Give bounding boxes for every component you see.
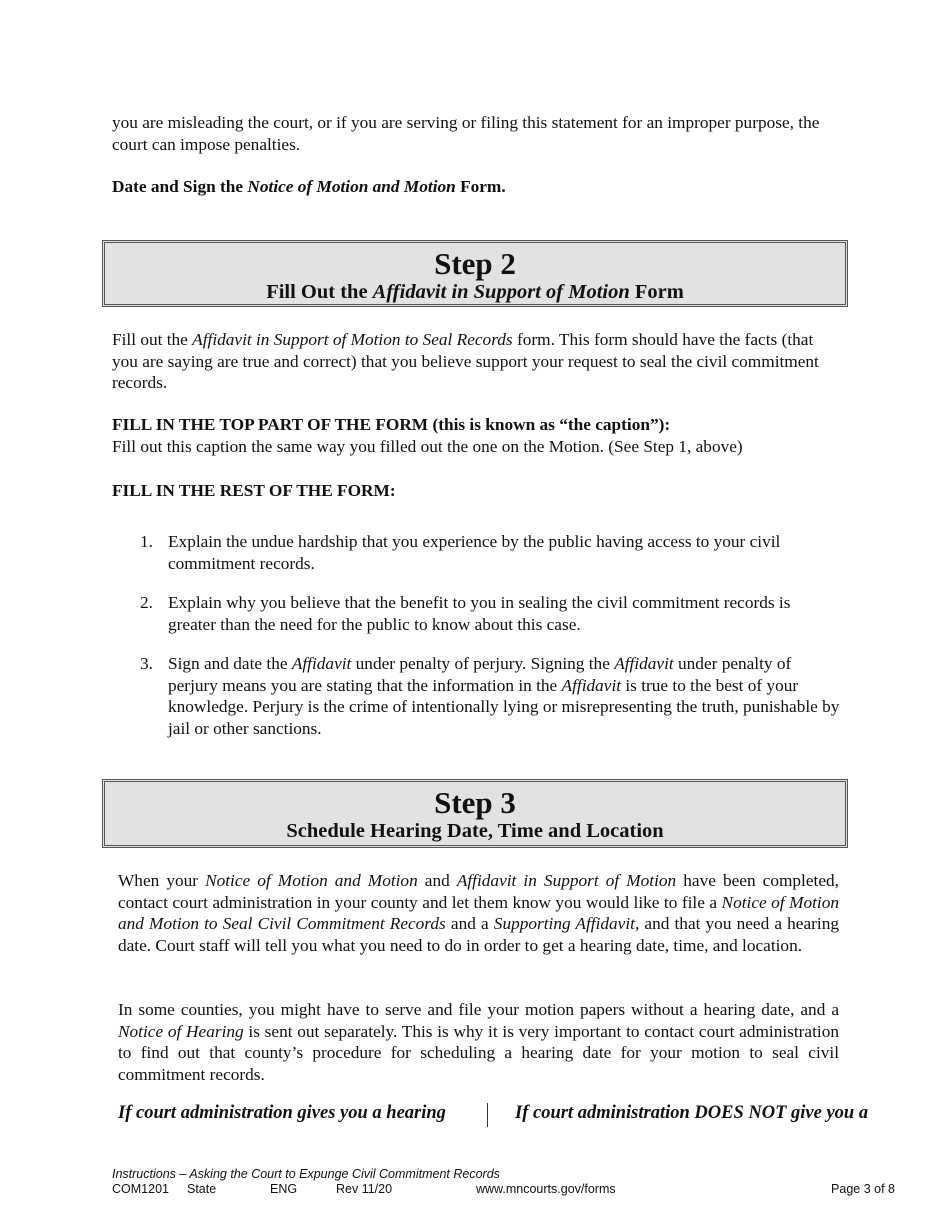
- caption-heading: FILL IN THE TOP PART OF THE FORM (this is known as “the caption”):: [112, 415, 671, 434]
- p1-italic-b: Affidavit in Support of Motion: [456, 871, 677, 890]
- list-item-number: 2.: [140, 593, 153, 612]
- list-item-number: 1.: [140, 532, 153, 551]
- item3-italic-c: Affidavit: [561, 675, 622, 695]
- item3-text-c: under penalty of perjury means you are stating that the information in the: [168, 654, 792, 695]
- step2-para-suffix: form. This form should have the facts (that you are saying are true and correct) that you believe support your request to seal the civil commitment records.: [112, 330, 819, 392]
- item3-text-d: is true to the best of your knowledge. Perjury is the crime of intentionally lying or misrepresenting the truth, punishable by jail or other sanctions.: [168, 675, 840, 738]
- p1-italic-a: Notice of Motion and Motion: [205, 871, 418, 890]
- step3-paragraph-2: [118, 999, 839, 1085]
- p1-text-d: and a: [445, 914, 494, 933]
- list-item-number: 3.: [140, 654, 153, 673]
- sign-prefix: Date and Sign the: [112, 177, 248, 196]
- p2-text-a: In some counties, you might have to serve and file your motion papers without a hearing date, and a: [118, 1000, 839, 1019]
- rest-heading: FILL IN THE REST OF THE FORM:: [112, 481, 396, 500]
- instruction-list: [112, 531, 842, 757]
- step3-header-box: [102, 779, 848, 848]
- sign-suffix: Form.: [455, 177, 506, 196]
- p1-text-b: and: [417, 871, 457, 890]
- step2-subtitle-suffix: Form: [629, 281, 684, 303]
- right-column-heading: If court administration DOES NOT give you a: [515, 1103, 869, 1123]
- sign-form-name: Notice of Motion and Motion: [247, 177, 456, 196]
- footer-level: State: [187, 1182, 217, 1196]
- step2-para-prefix: Fill out the: [112, 330, 193, 349]
- p2-italic-a: Notice of Hearing: [118, 1021, 244, 1041]
- item3-italic-b: Affidavit: [614, 654, 674, 673]
- p1-italic-c: Notice of Motion and Motion to Seal Civil Commitment Records: [118, 892, 839, 933]
- item3-italic-a: Affidavit: [291, 654, 352, 673]
- list-item-text: [168, 654, 839, 738]
- column-divider: [487, 1103, 488, 1127]
- footer-language: ENG: [270, 1182, 298, 1196]
- step2-para-form: Affidavit in Support of Motion to Seal Records: [192, 330, 513, 349]
- step2-paragraph: [112, 329, 842, 394]
- hearing-columns: [118, 1103, 878, 1129]
- footer-url: www.mncourts.gov/forms: [476, 1182, 616, 1196]
- item3-text-b: under penalty of perjury. Signing the: [351, 654, 615, 673]
- step2-subtitle-prefix: Fill Out the: [266, 281, 373, 303]
- caption-text: Fill out this caption the same way you filled out the one on the Motion. (See Step 1, above): [112, 437, 743, 456]
- step2-subtitle: [105, 280, 845, 304]
- list-item: [112, 653, 842, 739]
- page-footer: [112, 1167, 895, 1196]
- p1-text-c: have been completed, contact court administration in your county and let them know you would like to file a: [118, 871, 839, 912]
- step2-title: Step 2: [434, 246, 516, 281]
- step2-header-box: [102, 240, 848, 307]
- list-item: [112, 531, 842, 574]
- sign-instruction: [112, 176, 842, 198]
- footer-title: Instructions – Asking the Court to Expunge Civil Commitment Records: [112, 1167, 500, 1181]
- step3-subtitle: Schedule Hearing Date, Time and Location: [286, 820, 664, 842]
- p2-text-b: is sent out separately. This is why it is very important to contact court administration to find out that county’s procedure for scheduling a hearing date for your motion to seal civil commitment records.: [118, 1021, 839, 1084]
- list-item-text: Explain why you believe that the benefit to you in sealing the civil commitment records is greater than the need for the public to know about this case.: [168, 593, 791, 634]
- p1-text-a: When your: [118, 871, 206, 890]
- list-item-text: Explain the undue hardship that you experience by the public having access to your civil commitment records.: [168, 532, 781, 573]
- intro-continuation: you are misleading the court, or if you are serving or filing this statement for an improper purpose, the court can impose penalties.: [112, 113, 820, 154]
- list-item: [112, 592, 842, 635]
- footer-form-code: COM1201: [112, 1182, 169, 1196]
- p1-text-e: , and that you need a hearing date. Court staff will tell you what you need to do in order to get a hearing date, time, and location.: [118, 914, 839, 955]
- step3-title: Step 3: [434, 785, 516, 820]
- p1-italic-d: Supporting Affidavit: [493, 914, 635, 933]
- footer-revision: Rev 11/20: [336, 1182, 393, 1196]
- item3-text-a: Sign and date the: [168, 654, 292, 673]
- step2-subtitle-form: Affidavit in Support of Motion: [372, 281, 630, 303]
- step3-paragraph-1: [118, 870, 839, 956]
- left-column-heading: If court administration gives you a hearing: [118, 1103, 446, 1123]
- footer-page-number: Page 3 of 8: [831, 1182, 895, 1196]
